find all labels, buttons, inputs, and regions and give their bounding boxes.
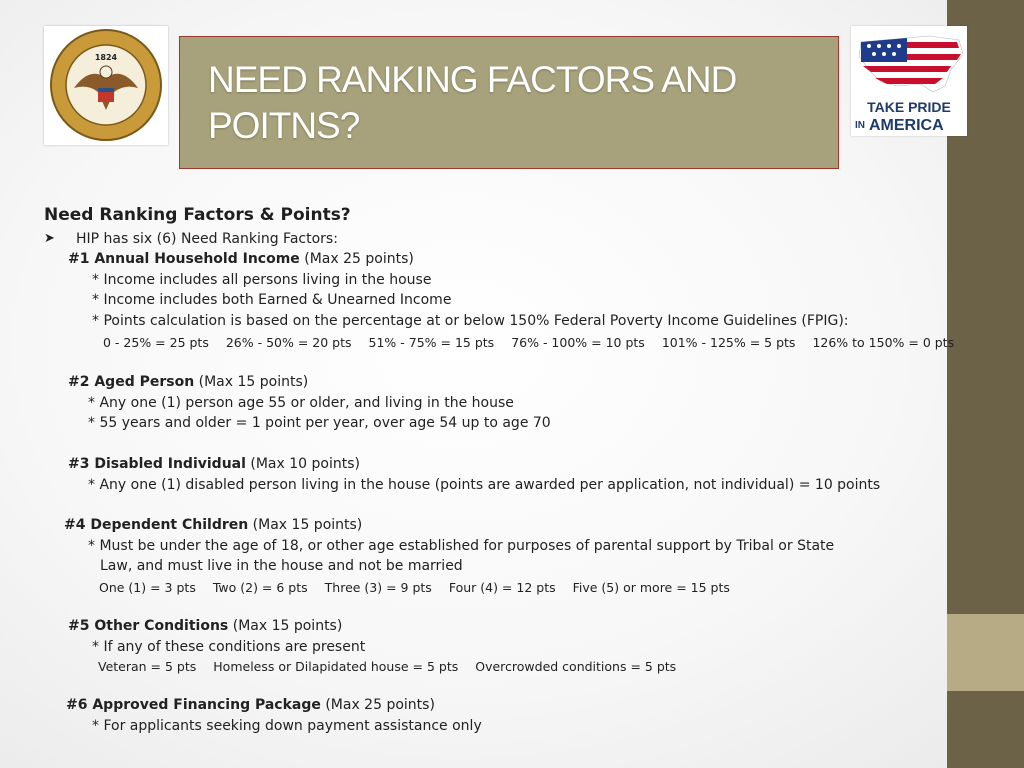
factor-3-heading (68, 456, 360, 472)
factor-5-heading (68, 618, 342, 634)
factor-1-line-2: * Income includes both Earned & Unearned Income (92, 292, 452, 308)
factor-4-max: (Max 15 points) (248, 517, 363, 533)
scale-item: Two (2) = 6 pts (212, 580, 308, 595)
factor-1-line-3: * Points calculation is based on the percentage at or below 150% Federal Poverty Income Guidelines (FPIG): (92, 313, 849, 329)
scale-item: Three (3) = 9 pts (324, 580, 432, 595)
factor-4-title: #4 Dependent Children (64, 517, 249, 533)
factor-5-scale (98, 659, 676, 674)
factor-5-line-1: * If any of these conditions are present (92, 639, 366, 655)
factor-1-max: (Max 25 points) (299, 251, 414, 267)
scale-item: 51% - 75% = 15 pts (368, 335, 495, 350)
factor-2-line-2: * 55 years and older = 1 point per year, over age 54 up to age 70 (88, 415, 551, 431)
factor-3-max: (Max 10 points) (245, 456, 360, 472)
factor-2-line-1: * Any one (1) person age 55 or older, and living in the house (88, 395, 514, 411)
factor-6-line-1: * For applicants seeking down payment assistance only (92, 718, 482, 734)
factor-6-heading (66, 697, 435, 713)
factor-2-max: (Max 15 points) (194, 374, 309, 390)
scale-item: Homeless or Dilapidated house = 5 pts (213, 659, 459, 674)
sidebar-accent-block (947, 614, 1024, 691)
factor-4-line-2: Law, and must live in the house and not be married (100, 558, 463, 574)
factor-4-scale (99, 580, 730, 595)
scale-item: 126% to 150% = 0 pts (812, 335, 955, 350)
title-line-2: POITNS? (208, 105, 360, 146)
factor-5-title: #5 Other Conditions (68, 618, 229, 634)
scale-item: Five (5) or more = 15 pts (572, 580, 730, 595)
scale-item: 101% - 125% = 5 pts (661, 335, 796, 350)
scale-item: One (1) = 3 pts (99, 580, 196, 595)
scale-item: 76% - 100% = 10 pts (511, 335, 645, 350)
factor-2-heading (68, 374, 308, 390)
factor-1-heading (68, 251, 414, 267)
factor-3-title: #3 Disabled Individual (68, 456, 246, 472)
factor-4-heading (64, 517, 362, 533)
factor-6-title: #6 Approved Financing Package (66, 697, 321, 713)
scale-item: Overcrowded conditions = 5 pts (475, 659, 677, 674)
intro-text: HIP has six (6) Need Ranking Factors: (76, 231, 338, 247)
factor-2-title: #2 Aged Person (68, 374, 195, 390)
scale-item: 26% - 50% = 20 pts (225, 335, 352, 350)
svg-text:AMERICA: AMERICA (869, 117, 944, 134)
factor-6-max: (Max 25 points) (320, 697, 435, 713)
scale-item: Four (4) = 12 pts (448, 580, 556, 595)
factor-4-line-1: * Must be under the age of 18, or other age established for purposes of parental support by Tribal or State (88, 538, 835, 554)
scale-item: 0 - 25% = 25 pts (103, 335, 209, 350)
factor-1-scale (103, 335, 954, 350)
factor-1-line-1: * Income includes all persons living in the house (92, 272, 432, 288)
factor-3-line-1: * Any one (1) disabled person living in the house (points are awarded per application, not individual) = 10 points (88, 477, 881, 493)
arrow-bullet-icon: ➤ (44, 231, 55, 246)
scale-item: Veteran = 5 pts (98, 659, 197, 674)
title-line-1: NEED RANKING FACTORS AND (208, 59, 737, 100)
svg-text:IN: IN (855, 120, 865, 131)
svg-text:TAKE PRIDE: TAKE PRIDE (867, 99, 951, 115)
factor-5-max: (Max 15 points) (228, 618, 343, 634)
factor-1-title: #1 Annual Household Income (68, 251, 300, 267)
svg-text:1824: 1824 (94, 53, 118, 62)
section-heading: Need Ranking Factors & Points? (44, 205, 351, 225)
